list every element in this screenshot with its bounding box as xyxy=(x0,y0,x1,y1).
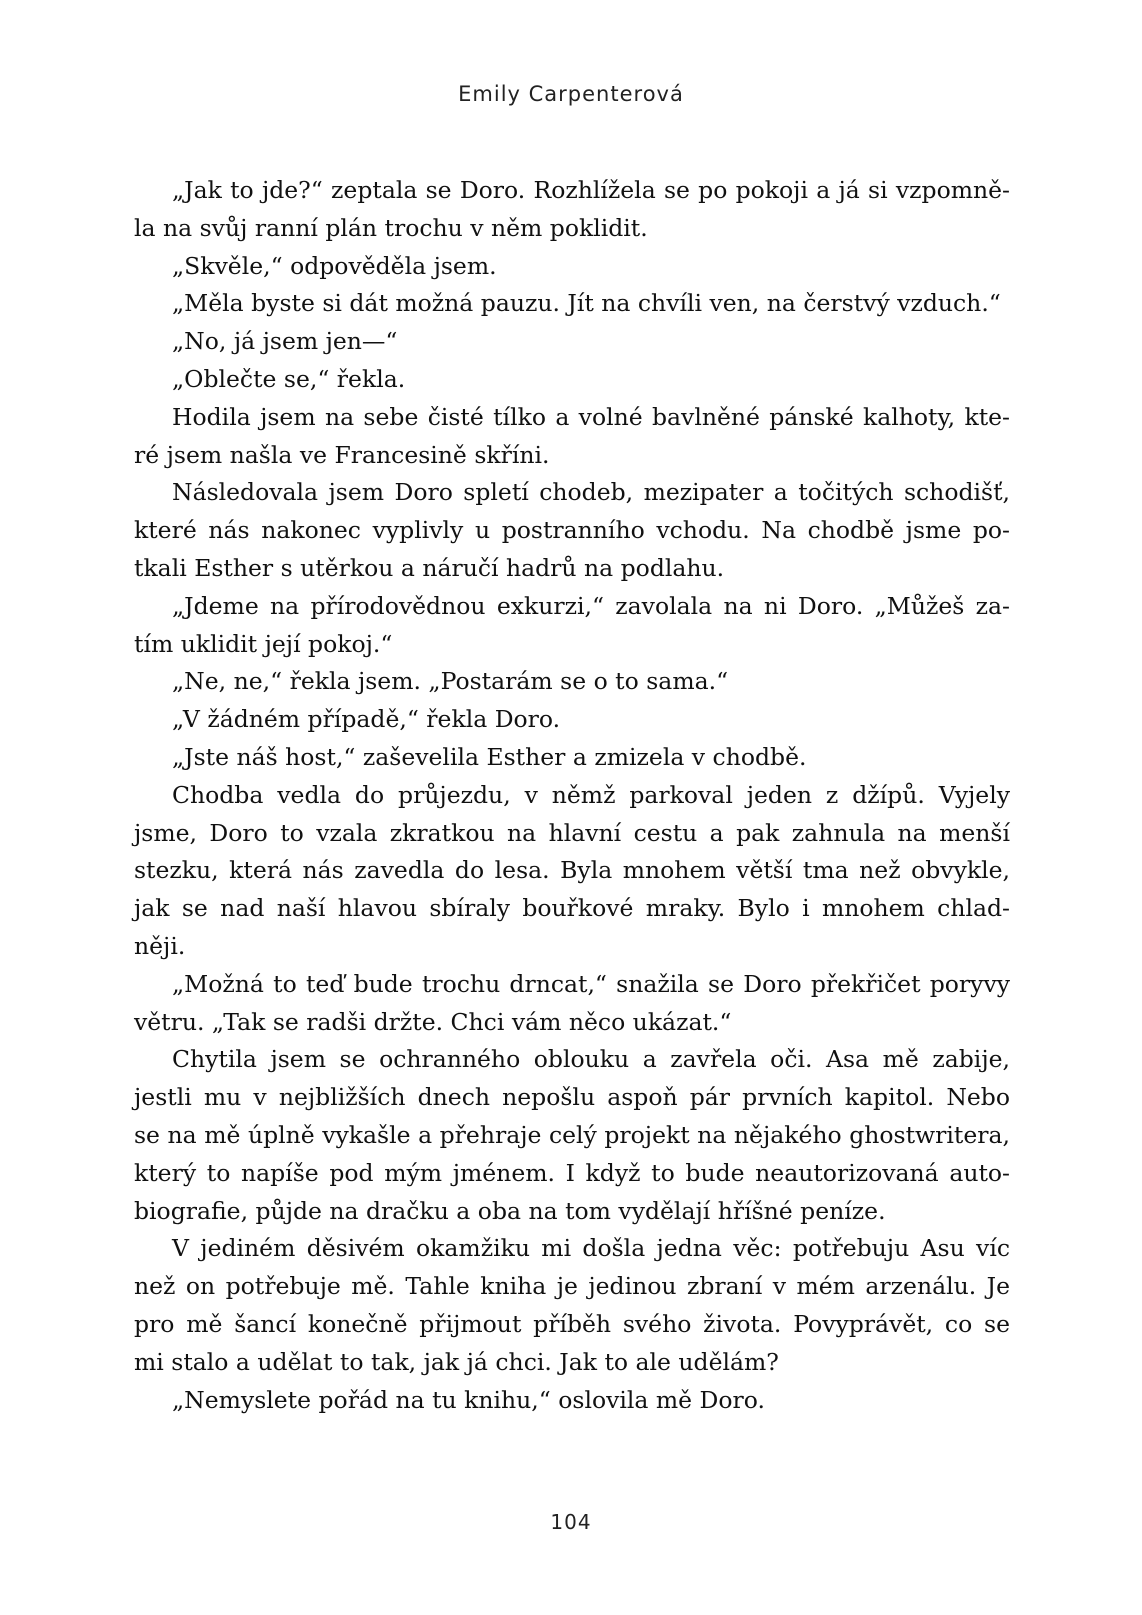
text-line: větru. „Tak se radši držte. Chci vám něco ukázat.“ xyxy=(134,1007,732,1036)
text-line: se na mě úplně vykašle a přehraje celý projekt na nějakého ghostwritera, xyxy=(134,1120,1010,1149)
running-head-author: Emily Carpenterová xyxy=(458,82,684,106)
paragraph xyxy=(134,399,1010,475)
text-line: „Ne, ne,“ řekla jsem. „Postarám se o to sama.“ xyxy=(172,667,729,696)
text-line: „Oblečte se,“ řekla. xyxy=(172,364,406,393)
text-line: jestli mu v nejbližších dnech nepošlu aspoň pár prvních kapitol. Nebo xyxy=(134,1083,1010,1112)
paragraph xyxy=(134,739,1010,777)
paragraph xyxy=(134,966,1010,1042)
text-line: něji. xyxy=(134,931,186,960)
text-line: které nás nakonec vyplivly u postranního vchodu. Na chodbě jsme po- xyxy=(134,516,1010,545)
text-line: „Jste náš host,“ zaševelilа Esther a zmizela v chodbě. xyxy=(172,742,807,771)
text-line: tkali Esther s utěrkou a náručí hadrů na podlahu. xyxy=(134,553,725,582)
text-line: V jediném děsivém okamžiku mi došla jedna věc: potřebuju Asu víc xyxy=(172,1234,1010,1263)
paragraph xyxy=(134,588,1010,664)
text-line: jak se nad naší hlavou sbíraly bouřkové mraky. Bylo i mnohem chlad- xyxy=(134,894,1010,923)
text-line: „Jdeme na přírodovědnou exkurzi,“ zavolala na ni Doro. „Můžeš za- xyxy=(172,591,1010,620)
page-number: 104 xyxy=(550,1510,592,1534)
paragraph xyxy=(134,323,1010,361)
text-line: „Nemyslete pořád na tu knihu,“ oslovila mě Doro. xyxy=(172,1385,765,1414)
text-line: „Měla byste si dát možná pauzu. Jít na chvíli ven, na čerstvý vzduch.“ xyxy=(172,289,1001,318)
text-line: Hodila jsem na sebe čisté tílko a volné bavlněné pánské kalhoty, kte- xyxy=(172,402,1010,431)
text-line: „Jak to jde?“ zeptala se Doro. Rozhlížela se po pokoji a já si vzpomně- xyxy=(172,176,1010,204)
paragraph xyxy=(134,172,1010,248)
text-line: tím uklidit její pokoj.“ xyxy=(134,629,393,658)
text-line: jsme, Doro to vzala zkratkou na hlavní cestu a pak zahnula na menší xyxy=(134,818,1010,847)
text-line: mi stalo a udělat to tak, jak já chci. Jak to ale udělám? xyxy=(134,1347,779,1376)
text-line: než on potřebuje mě. Tahle kniha je jedinou zbraní v mém arzenálu. Je xyxy=(134,1272,1010,1301)
paragraph xyxy=(134,248,1010,286)
paragraph xyxy=(134,474,1010,587)
paragraph xyxy=(134,701,1010,739)
text-line: „Skvěle,“ odpověděla jsem. xyxy=(172,251,497,280)
paragraph xyxy=(134,1382,1010,1420)
text-line: pro mě šancí konečně přijmout příběh svého života. Povyprávět, co se xyxy=(134,1309,1010,1338)
paragraph xyxy=(134,663,1010,701)
text-line: stezku, která nás zavedla do lesa. Byla mnohem větší tma než obvykle, xyxy=(134,856,1010,885)
paragraph xyxy=(134,361,1010,399)
text-line: „No, já jsem jen—“ xyxy=(172,327,398,356)
paragraph xyxy=(134,1230,1010,1381)
paragraph xyxy=(134,777,1010,966)
text-line: „Možná to teď bude trochu drncat,“ snažila se Doro překřičet poryvy xyxy=(172,969,1010,998)
text-line: který to napíše pod mým jménem. I když to bude neautorizovaná auto- xyxy=(134,1158,1010,1187)
paragraph xyxy=(134,285,1010,323)
text-line: la na svůj ranní plán trochu v něm poklidit. xyxy=(134,213,648,242)
text-line: biografie, půjde na dračku a oba na tom vydělají hříšné peníze. xyxy=(134,1196,886,1225)
text-line: ré jsem našla ve Francesině skříni. xyxy=(134,440,550,469)
text-line: Chytila jsem se ochranného oblouku a zavřela oči. Asa mě zabije, xyxy=(172,1045,1010,1074)
text-line: „V žádném případě,“ řekla Doro. xyxy=(172,705,561,734)
text-line: Chodba vedla do průjezdu, v němž parkoval jeden z džípů. Vyjely xyxy=(172,780,1010,809)
text-line: Následovala jsem Doro spletí chodeb, mezipater a točitých schodišť, xyxy=(172,478,1010,507)
paragraph xyxy=(134,1041,1010,1230)
body-text xyxy=(134,172,1010,1419)
